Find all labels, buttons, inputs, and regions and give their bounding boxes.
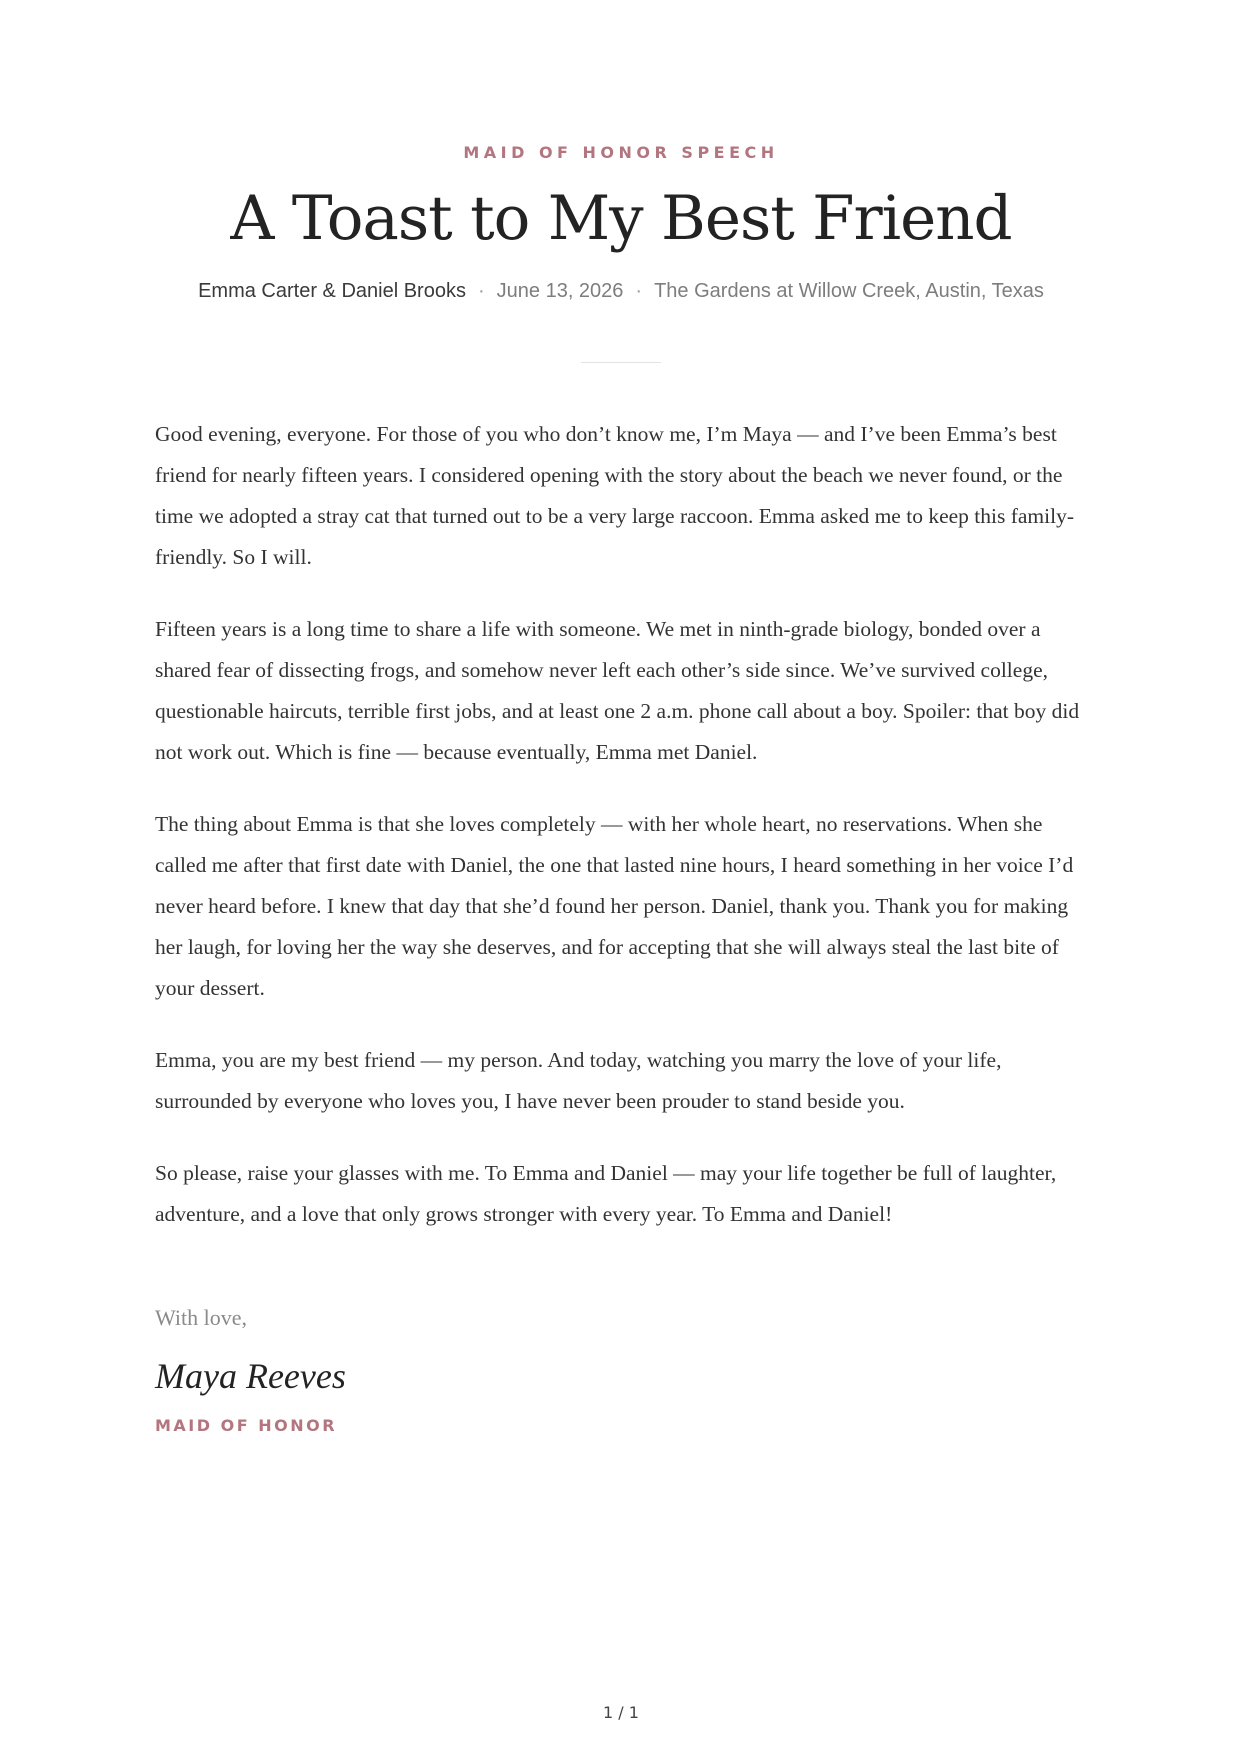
meta-separator: · [477,280,485,302]
document-eyebrow: MAID OF HONOR SPEECH [463,143,779,162]
meta-separator: · [635,280,643,302]
signature-role: MAID OF HONOR [155,1416,338,1435]
speech-paragraph: Emma, you are my best friend — my person. And today, watching you marry the love of your life, surrounded by everyone who loves you, I have never been prouder to stand beside you. [155,1048,1002,1113]
speech-paragraph: The thing about Emma is that she loves completely — with her whole heart, no reservations. When she called me after that first date with Daniel, the one that lasted nine hours, I heard something in her voice I’d never heard before. I knew that day that she’d found her person. Daniel, thank you. Thank you for making her laugh, for loving her the way she deserves, and for accepting that she will always steal the last bite of your dessert. [155,812,1074,1000]
header-divider [581,362,661,363]
event-meta [0,280,1242,303]
speech-paragraph: Good evening, everyone. For those of you who don’t know me, I’m Maya — and I’ve been Emma’s best friend for nearly fifteen years. I considered opening with the story about the beach we never found, or the time we adopted a stray cat that turned out to be a very large raccoon. Emma asked me to keep this family-friendly. So I will. [155,422,1074,569]
event-date: June 13, 2026 [496,280,624,302]
speech-paragraph: So please, raise your glasses with me. To Emma and Daniel — may your life together be full of laughter, adventure, and a love that only grows stronger with every year. To Emma and Daniel! [155,1161,1057,1226]
speech-paragraph: Fifteen years is a long time to share a life with someone. We met in ninth-grade biology, bonded over a shared fear of dissecting frogs, and somehow never left each other’s side since. We’ve survived college, questionable haircuts, terrible first jobs, and at least one 2 a.m. phone call about a boy. Spoiler: that boy did not work out. Which is fine — because eventually, Emma met Daniel. [155,617,1080,764]
closing-line: With love, [155,1305,247,1330]
event-venue: The Gardens at Willow Creek, Austin, Texas [654,280,1044,302]
page-title: A Toast to My Best Friend [230,183,1012,254]
couple-names: Emma Carter & Daniel Brooks [198,280,466,302]
signature-name: Maya Reeves [155,1356,346,1396]
speech-body [155,414,1090,1266]
page-indicator: 1 / 1 [603,1703,639,1722]
